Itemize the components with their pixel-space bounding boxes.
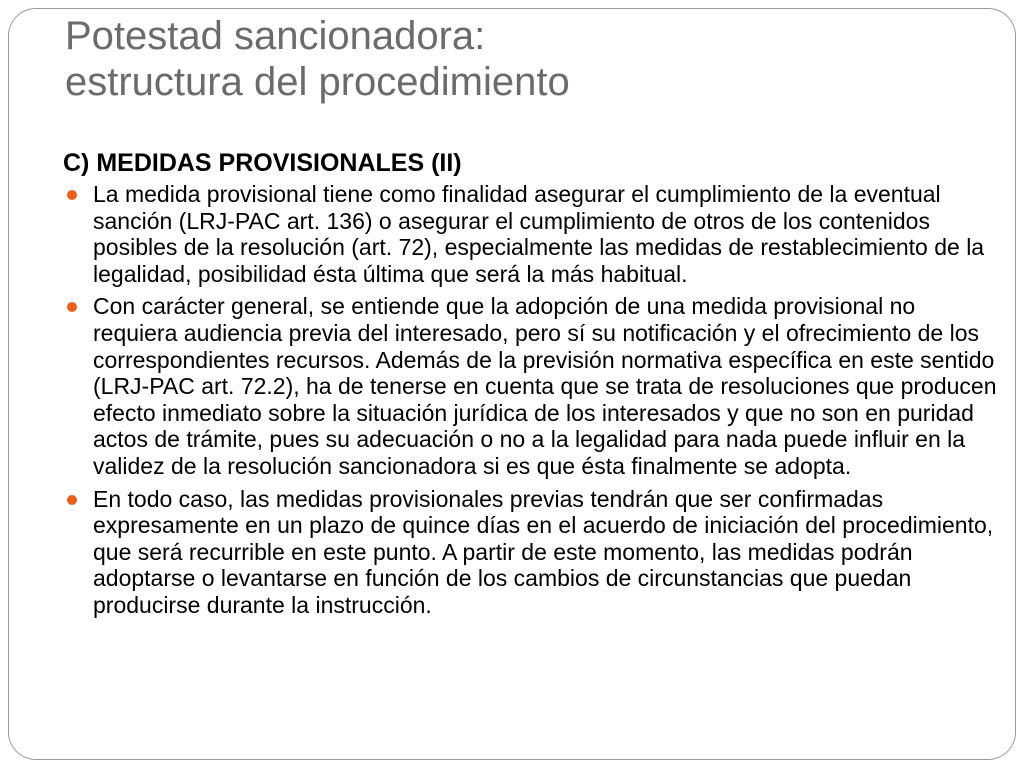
slide-title xyxy=(65,13,570,105)
bullet-text: Con carácter general, se entiende que la adopción de una medida provisional no requiera audiencia previa del interesado, pero sí su notificación y el ofrecimiento de los correspondientes recursos. Además de la previsión normativa específica en este sentido (LRJ-PAC art. 72.2), ha de tenerse en cuenta que se trata de resoluciones que producen efecto inmediato sobre la situación jurídica de los interesados y que no son en puridad actos de trámite, pues su adecuación o no a la legalidad para nada puede influir en la validez de la resolución sancionadora si es que ésta finalmente se adopta. xyxy=(93,293,997,479)
bullet-item xyxy=(63,181,1003,287)
bullet-dot-icon xyxy=(67,495,77,505)
slide-title-line-2: estructura del procedimiento xyxy=(65,60,570,104)
bullet-text: La medida provisional tiene como finalidad asegurar el cumplimiento de la eventual sanción (LRJ-PAC art. 136) o asegurar el cumplimiento de otros de los contenidos posibles de la resolución (art. 72), especialmente las medidas de restablecimiento de la legalidad, posibilidad ésta última que será la más habitual. xyxy=(93,181,985,287)
bullet-item xyxy=(63,293,1003,479)
bullet-item xyxy=(63,486,1003,619)
slide-title-line-1: Potestad sancionadora: xyxy=(65,14,486,58)
bullet-dot-icon xyxy=(67,190,77,200)
bullet-dot-icon xyxy=(67,302,77,312)
slide-body xyxy=(63,148,1003,625)
slide-frame xyxy=(8,8,1016,760)
bullet-text: En todo caso, las medidas provisionales previas tendrán que ser confirmadas expresamente en un plazo de quince días en el acuerdo de iniciación del procedimiento, que será recurrible en este punto. A partir de este momento, las medidas podrán adoptarse o levantarse en función de los cambios de circunstancias que puedan producirse durante la instrucción. xyxy=(93,485,994,618)
bullet-list xyxy=(63,181,1003,619)
section-heading: C) MEDIDAS PROVISIONALES (II) xyxy=(63,149,462,177)
